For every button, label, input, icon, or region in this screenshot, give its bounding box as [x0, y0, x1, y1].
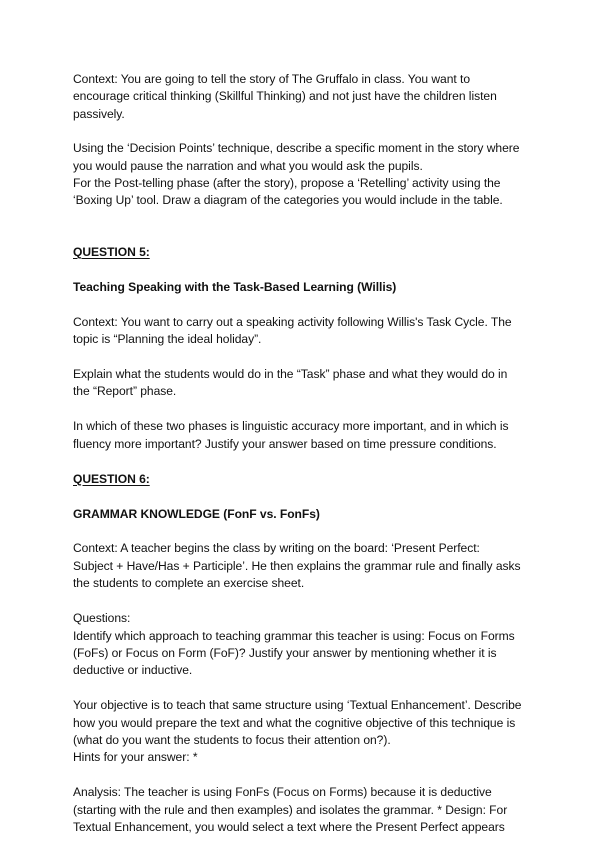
document-body [73, 71, 543, 837]
question-5-task-phases: Explain what the students would do in the “Task” phase and what they would do in the “Report” phase. [73, 366, 508, 399]
question-6-question-2: Your objective is to teach that same structure using ‘Textual Enhancement’. Describe how you would prepare the text and what the cognitive objective of this technique is (what do you want the students to focus their attention on?). [73, 698, 522, 748]
question-6-heading: QUESTION 6: [73, 471, 150, 486]
question-5-context: Context: You want to carry out a speaking activity following Willis's Task Cycle. The topic is “Planning the ideal holiday”. [73, 314, 512, 347]
intro-context-paragraph: Context: You are going to tell the story of The Gruffalo in class. You want to encourage critical thinking (Skillful Thinking) and not just have the children listen passively. [73, 72, 497, 121]
decision-points-task: Using the ‘Decision Points’ technique, describe a specific moment in the story where you would pause the narration and what you would ask the pupils. [73, 141, 520, 173]
question-5-accuracy-fluency: In which of these two phases is linguistic accuracy more important, and in which is fluency more important? Justify your answer based on time pressure conditions. [73, 419, 509, 451]
question-6-context: Context: A teacher begins the class by writing on the board: ‘Present Perfect: Subject + Have/Has + Participle’. He then explains the grammar rule and finally asks the students to complete an exercise sheet. [73, 541, 521, 591]
question-6-title: GRAMMAR KNOWLEDGE (FonF vs. FonFs) [73, 506, 320, 521]
question-5-heading: QUESTION 5: [73, 244, 150, 259]
retelling-task: For the Post-telling phase (after the story), propose a ‘Retelling’ activity using the ‘Boxing Up’ tool. Draw a diagram of the categories you would include in the table. [73, 176, 503, 208]
question-6-questions-label: Questions: [73, 611, 131, 626]
question-5-title: Teaching Speaking with the Task-Based Learning (Willis) [73, 279, 397, 294]
question-6-analysis: Analysis: The teacher is using FonFs (Focus on Forms) because it is deductive (starting with the rule and then examples) and isolates the grammar. * Design: For Textual Enhancement, you would select a text where the Present Perfect appears [73, 785, 508, 835]
question-6-question-1: Identify which approach to teaching grammar this teacher is using: Focus on Forms (FoFs) or Focus on Form (FoF)? Justify your answer by mentioning whether it is deductive or inductive. [73, 628, 515, 678]
question-6-hints: Hints for your answer: * [73, 750, 198, 765]
